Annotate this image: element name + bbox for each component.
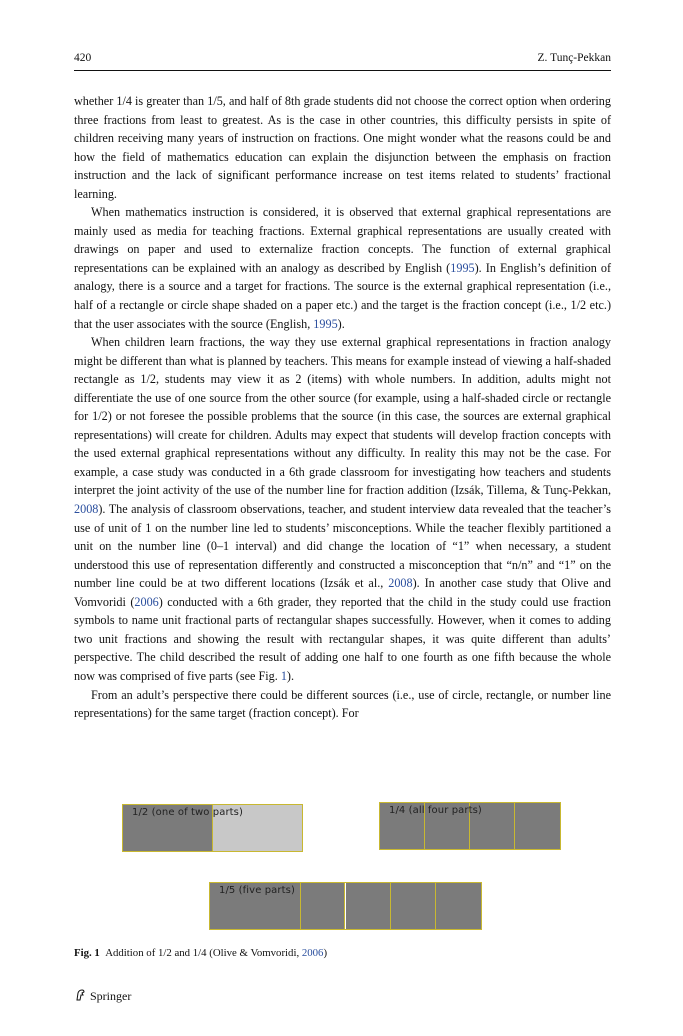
paragraph-text: ). The analysis of classroom observations, teacher, and student interview data revealed that the teacher’s use of unit of 1 on the number line led to students’ misconceptions. While the teacher flexibly partitioned a unit on the number line (0–1 interval) and did change the location of “1” when necessary, a student understood this use of representation differently and constructed a misconception that “n/n” and “1” on the number line could be at two different locations (Izsák et al., — [74, 502, 611, 591]
citation-link[interactable]: 2008 — [74, 502, 99, 517]
bar-cell — [436, 883, 481, 929]
paragraph-text: ). — [286, 668, 295, 683]
publisher-name: Springer — [90, 989, 132, 1003]
publisher-footer — [74, 988, 131, 1004]
running-header — [74, 52, 611, 71]
bar-fifth — [209, 882, 482, 930]
paragraph-text: When mathematics instruction is considered, it is observed that external graphical representations are mainly used as media for teaching fractions. External graphical representations are usually created with drawings on paper and used to externalize fraction concepts. The function of external graphical representations can be explained with an analogy as described by English ( — [74, 205, 611, 275]
paragraph — [74, 203, 611, 333]
paragraph — [74, 92, 611, 203]
paragraph-text: ). In another case study that Olive and Vomvoridi ( — [74, 576, 611, 609]
paragraph-text: ). In English’s definition of analogy, there is a source and a target for fractions. The source is the external graphical representation (i.e., half of a rectangle or circle shape shaded on a paper etc.) and the target is the fraction concept (i.e., 1/2 etc.) that the user associates with the source (English, — [74, 260, 612, 331]
paragraph-text: whether 1/4 is greater than 1/5, and half of 8th grade students did not choose the correct option when ordering three fractions from least to greatest. As is the case in other countries, this difficulty persists in spite of children receiving many years of instruction on fractions. One might wonder what the reasons could be and how the field of mathematics education can explain the disjunction between the emphasis on fraction instruction and the lack of significant performance increase on test items related to students’ fractional learning. — [74, 94, 611, 201]
bar-label: 1/4 (all four parts) — [389, 805, 482, 816]
page-number: 420 — [74, 52, 92, 64]
bar-label: 1/5 (five parts) — [219, 885, 295, 896]
bar-cell — [391, 883, 436, 929]
bar-cell — [346, 883, 391, 929]
citation-link[interactable]: 2006 — [134, 594, 159, 609]
body-text — [74, 92, 611, 723]
running-author: Z. Tunç-Pekkan — [537, 52, 611, 64]
paragraph-text: ). — [337, 316, 345, 331]
figure-caption — [74, 947, 327, 959]
paragraph — [74, 686, 611, 723]
paragraph-text: From an adult’s perspective there could be different sources (i.e., use of circle, rectangle, or number line representations) for the same target (fraction concept). For — [74, 687, 611, 721]
caption-text: Addition of 1/2 and 1/4 (Olive & Vomvoridi, — [105, 947, 302, 959]
paragraph — [74, 333, 611, 685]
paragraph-text: ) conducted with a 6th grader, they reported that the child in the study could use fraction symbols to name unit fractional parts of rectangular shapes successfully. However, when it comes to adding two unit fractions and showing the result with rectangular shapes, it was quite different than adults’ perspective. The child described the result of adding one half to one fourth as one fifth because the whole now was comprised of five parts (see Fig. — [74, 594, 611, 683]
caption-label: Fig. 1 — [74, 947, 100, 959]
citation-link[interactable]: 1 — [280, 668, 287, 683]
citation-link[interactable]: 1995 — [450, 260, 475, 275]
caption-citation-link[interactable]: 2006 — [301, 947, 324, 959]
springer-horse-icon — [74, 988, 88, 1002]
paragraph-text: When children learn fractions, the way they use external graphical representations in fraction analogy might be different than what is planned by teachers. This means for example instead of viewing a half-shaded rectangle as 1/2, students may view it as 2 (items) with whole numbers. In addition, adults might not differentiate the use of one source from the other source (for example, using a half-shaded circle or rectangle for 1/2) or not foresee the possible problems that the source (in this case, the sources are external graphical representations) will create for children. Adults may expect that students will develop fraction concepts with the used external graphical representations without any difficulty. In reality this may not be the case. For example, a case study was conducted in a 6th grade classroom for investigating how teachers and students interpret the joint activity of the use of the number line for fraction addition (Izsák, Tillema, & Tunç-Pekkan, — [74, 335, 611, 498]
bar-quarter — [379, 802, 561, 850]
citation-link[interactable]: 2008 — [388, 576, 413, 591]
bar-cell — [301, 883, 346, 929]
bar-half — [122, 804, 303, 852]
bar-label: 1/2 (one of two parts) — [132, 807, 243, 818]
caption-close: ) — [323, 947, 328, 959]
citation-link[interactable]: 1995 — [313, 316, 338, 331]
bar-cell — [515, 803, 560, 849]
